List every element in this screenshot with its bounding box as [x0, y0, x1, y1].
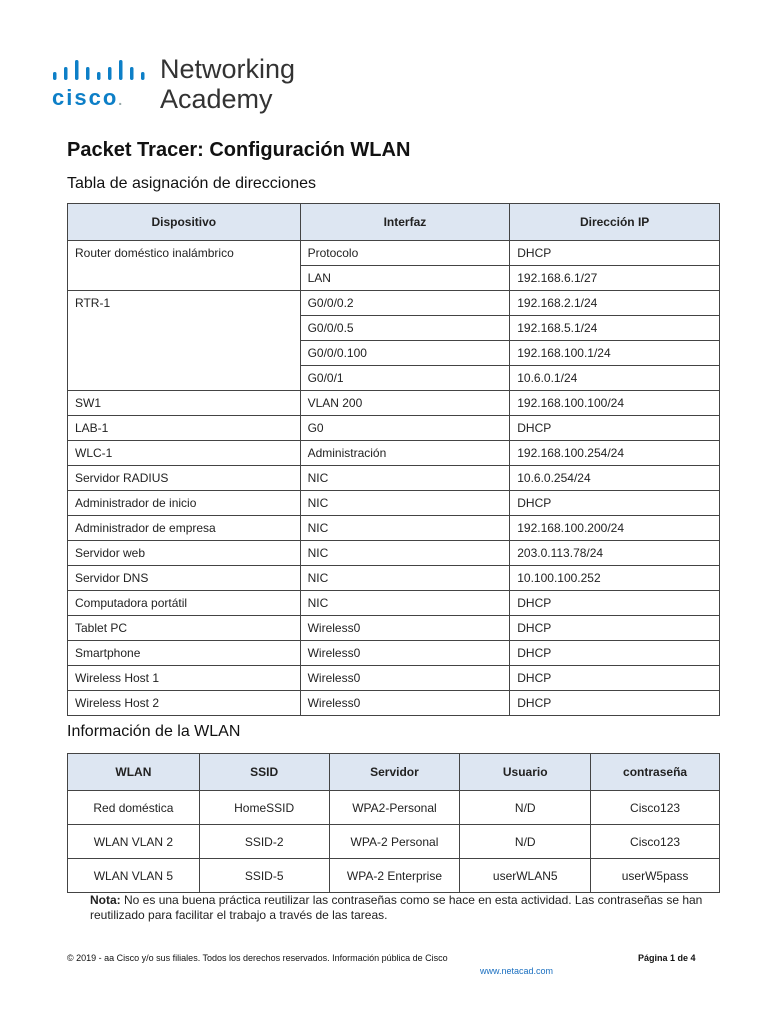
interface-cell: NIC — [300, 491, 510, 516]
note-text: No es una buena práctica reutilizar las contraseñas como se hace en esta actividad. Las contraseñas se han reutilizado para facilitar el trabajo a través de las tareas. — [90, 893, 703, 922]
interface-cell: NIC — [300, 591, 510, 616]
table-row — [68, 859, 720, 893]
device-cell — [68, 366, 301, 391]
device-cell: Tablet PC — [68, 616, 301, 641]
device-cell: RTR-1 — [68, 291, 301, 316]
ip-cell: DHCP — [510, 241, 720, 266]
wlan-table — [67, 753, 720, 893]
ip-cell: DHCP — [510, 616, 720, 641]
interface-cell: LAN — [300, 266, 510, 291]
header-device: Dispositivo — [68, 204, 301, 241]
device-cell: WLC-1 — [68, 441, 301, 466]
password-cell: userW5pass — [591, 859, 720, 893]
interface-cell: Wireless0 — [300, 641, 510, 666]
table-row — [68, 316, 720, 341]
table-row — [68, 341, 720, 366]
table-row — [68, 691, 720, 716]
server-cell: WPA-2 Enterprise — [329, 859, 460, 893]
interface-cell: NIC — [300, 566, 510, 591]
ip-cell: 192.168.100.254/24 — [510, 441, 720, 466]
ip-cell: 192.168.6.1/27 — [510, 266, 720, 291]
table-row — [68, 491, 720, 516]
user-cell: N/D — [460, 825, 591, 859]
table-row — [68, 666, 720, 691]
ip-cell: 10.6.0.254/24 — [510, 466, 720, 491]
table-row — [68, 441, 720, 466]
device-cell: Computadora portátil — [68, 591, 301, 616]
device-cell — [68, 316, 301, 341]
password-cell: Cisco123 — [591, 825, 720, 859]
header-server: Servidor — [329, 754, 460, 791]
ssid-cell: SSID-5 — [199, 859, 329, 893]
page-number: Página 1 de 4 — [638, 953, 696, 963]
device-cell: SW1 — [68, 391, 301, 416]
ip-cell: DHCP — [510, 416, 720, 441]
table-row — [68, 591, 720, 616]
addressing-table-heading: Tabla de asignación de direcciones — [67, 175, 317, 192]
ssid-cell: SSID-2 — [199, 825, 329, 859]
server-cell: WPA-2 Personal — [329, 825, 460, 859]
device-cell: Wireless Host 2 — [68, 691, 301, 716]
ip-cell: 203.0.113.78/24 — [510, 541, 720, 566]
interface-cell: G0/0/1 — [300, 366, 510, 391]
footer-copyright: © 2019 - aa Cisco y/o sus filiales. Todos los derechos reservados. Información pública de Cisco — [67, 953, 448, 963]
interface-cell: NIC — [300, 541, 510, 566]
interface-cell: NIC — [300, 466, 510, 491]
header-user: Usuario — [460, 754, 591, 791]
ip-cell: 192.168.2.1/24 — [510, 291, 720, 316]
logo-networking: Networking — [160, 54, 296, 84]
wlan-header-row — [68, 754, 720, 791]
page-title: Packet Tracer: Configuración WLAN — [67, 139, 411, 161]
header-interface: Interfaz — [300, 204, 510, 241]
table-row — [68, 641, 720, 666]
cisco-networking-academy-logo — [52, 54, 312, 116]
device-cell — [68, 341, 301, 366]
header-password: contraseña — [591, 754, 720, 791]
table-row — [68, 566, 720, 591]
ssid-cell: HomeSSID — [199, 791, 329, 825]
device-cell: Administrador de empresa — [68, 516, 301, 541]
interface-cell: NIC — [300, 516, 510, 541]
wlan-cell: WLAN VLAN 5 — [68, 859, 200, 893]
interface-cell: G0 — [300, 416, 510, 441]
table-row — [68, 291, 720, 316]
device-cell: Administrador de inicio — [68, 491, 301, 516]
table-row — [68, 391, 720, 416]
ip-cell: 10.6.0.1/24 — [510, 366, 720, 391]
header-ssid: SSID — [199, 754, 329, 791]
interface-cell: Protocolo — [300, 241, 510, 266]
cisco-bars-icon — [52, 58, 150, 84]
user-cell: userWLAN5 — [460, 859, 591, 893]
note — [90, 893, 710, 923]
interface-cell: G0/0/0.100 — [300, 341, 510, 366]
device-cell — [68, 266, 301, 291]
table-row — [68, 516, 720, 541]
interface-cell: Wireless0 — [300, 616, 510, 641]
table-row — [68, 791, 720, 825]
table-row — [68, 825, 720, 859]
interface-cell: VLAN 200 — [300, 391, 510, 416]
ip-cell: 192.168.100.1/24 — [510, 341, 720, 366]
addressing-header-row — [68, 204, 720, 241]
wlan-table-heading: Información de la WLAN — [67, 723, 241, 740]
wlan-cell: Red doméstica — [68, 791, 200, 825]
interface-cell: Administración — [300, 441, 510, 466]
table-row — [68, 366, 720, 391]
cisco-wordmark: cisco. — [52, 85, 125, 110]
ip-cell: DHCP — [510, 641, 720, 666]
device-cell: LAB-1 — [68, 416, 301, 441]
footer-url[interactable]: www.netacad.com — [480, 966, 554, 976]
note-label: Nota: — [90, 893, 121, 907]
addressing-table — [67, 203, 720, 716]
ip-cell: DHCP — [510, 666, 720, 691]
password-cell: Cisco123 — [591, 791, 720, 825]
device-cell: Router doméstico inalámbrico — [68, 241, 301, 266]
ip-cell: 192.168.100.100/24 — [510, 391, 720, 416]
ip-cell: 192.168.5.1/24 — [510, 316, 720, 341]
server-cell: WPA2-Personal — [329, 791, 460, 825]
ip-cell: DHCP — [510, 691, 720, 716]
ip-cell: DHCP — [510, 591, 720, 616]
table-row — [68, 466, 720, 491]
interface-cell: Wireless0 — [300, 691, 510, 716]
header-ip: Dirección IP — [510, 204, 720, 241]
table-row — [68, 541, 720, 566]
wlan-cell: WLAN VLAN 2 — [68, 825, 200, 859]
table-row — [68, 416, 720, 441]
device-cell: Servidor RADIUS — [68, 466, 301, 491]
interface-cell: G0/0/0.5 — [300, 316, 510, 341]
ip-cell: 10.100.100.252 — [510, 566, 720, 591]
interface-cell: Wireless0 — [300, 666, 510, 691]
device-cell: Smartphone — [68, 641, 301, 666]
interface-cell: G0/0/0.2 — [300, 291, 510, 316]
ip-cell: DHCP — [510, 491, 720, 516]
table-row — [68, 241, 720, 266]
logo-academy: Academy — [160, 84, 273, 114]
header-wlan: WLAN — [68, 754, 200, 791]
ip-cell: 192.168.100.200/24 — [510, 516, 720, 541]
user-cell: N/D — [460, 791, 591, 825]
table-row — [68, 266, 720, 291]
table-row — [68, 616, 720, 641]
device-cell: Wireless Host 1 — [68, 666, 301, 691]
device-cell: Servidor web — [68, 541, 301, 566]
device-cell: Servidor DNS — [68, 566, 301, 591]
